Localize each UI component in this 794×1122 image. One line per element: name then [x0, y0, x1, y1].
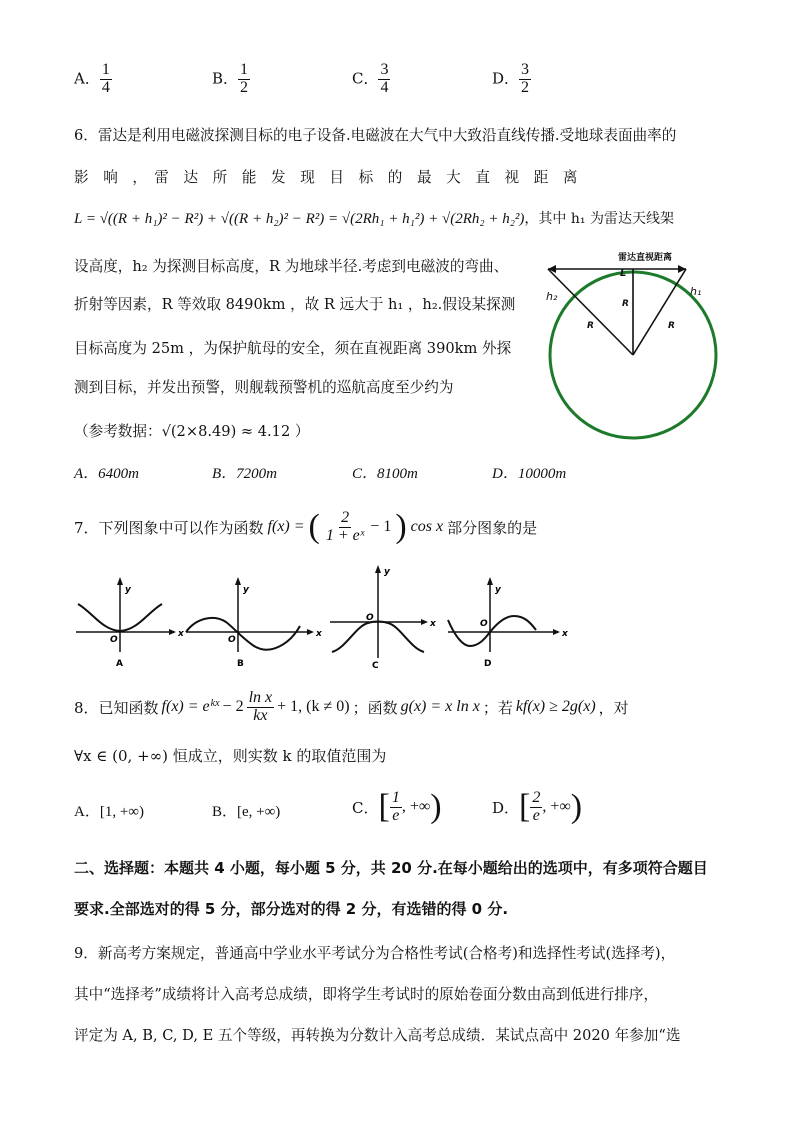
q9-line3: 评定为 A, B, C, D, E 五个等级，再转换为分数计入高考总成绩．某试点高中 2020 年参加“选: [74, 1027, 681, 1044]
x-arrow-icon: [307, 629, 314, 635]
label-R-right: R: [668, 321, 675, 331]
y-arrow-icon: [235, 577, 241, 585]
q6-line1: 6．雷达是利用电磁波探测目标的电子设备.电磁波在大气中大致沿直线传播.受地球表面曲率的: [74, 127, 677, 144]
svg-text:O: O: [228, 635, 236, 645]
svg-text:y: y: [495, 585, 501, 595]
svg-text:y: y: [384, 567, 390, 577]
svg-text:y: y: [125, 585, 131, 595]
arrow-left-icon: [548, 265, 556, 273]
q7-stem: 7．下列图象中可以作为函数 f(x) = ( $\frac{2}{\text{1 + eˣ}}$ − 1 ) cos x 部分图象的是: [74, 508, 538, 545]
q6-line3-tail: ，其中 h₁ 为雷达天线架: [524, 211, 674, 227]
svg-text:O: O: [480, 619, 488, 629]
q6-line7: 测到目标，并发出预警，则舰载预警机的巡航高度至少约为: [74, 379, 454, 396]
q7-graphs: [70, 560, 570, 675]
q6-line8: （参考数据：√(2×8.49) ≈ 4.12 ）: [74, 423, 310, 440]
q6-line5: 折射等因素，R 等效取 8490km ，故 R 远大于 h₁ ，h₂.假设某探测: [74, 296, 516, 313]
svg-text:x: x: [178, 629, 184, 639]
curve-d: [448, 616, 536, 646]
curve-b: [186, 618, 300, 650]
label-R-left: R: [587, 321, 594, 331]
paren-open: (: [308, 508, 320, 545]
q8-option-b: B．[e, +∞): [212, 804, 281, 820]
graph-b: [186, 577, 323, 669]
svg-text:O: O: [366, 613, 374, 623]
q6-formula: L = √((R + h₁)² − R²) + √((R + h₂)² − R²) = √(2Rh₁ + h₁²) + √(2Rh₂ + h₂²): [74, 211, 525, 227]
y-arrow-icon: [117, 577, 123, 585]
svg-text:x: x: [316, 629, 322, 639]
radius-right: [633, 269, 686, 355]
q8-option-c: C． [ $\frac{1}{e}$ , +∞ ): [352, 788, 442, 825]
svg-text:O: O: [110, 635, 118, 645]
graph-d: [448, 577, 569, 669]
label-h1: h₁: [690, 285, 702, 298]
svg-text:x: x: [430, 619, 436, 629]
svg-text:y: y: [243, 585, 249, 595]
q6-line4: 设高度，h₂ 为探测目标高度，R 为地球半径.考虑到电磁波的弯曲、: [74, 258, 509, 275]
q9-line1: 9．新高考方案规定，普通高中学业水平考试分为合格性考试(合格考)和选择性考试(选择考)，: [74, 945, 676, 962]
diagram-title: 雷达直视距离: [618, 253, 673, 263]
q6-option-d: D．10000m: [492, 466, 567, 482]
q8-line1: 8．已知函数 f(x) = e $^{kx}$ − 2 $\frac{\text{ln x}}{kx}$ + 1, (k ≠ 0) ；函数 g(x) = x ln x ；若 kf(x) ≥ 2g(x) ，对: [74, 689, 629, 724]
q6-option-a: A．6400m: [74, 466, 139, 482]
q7-fraction: $\frac{2}{\text{1 + eˣ}}$: [325, 508, 365, 544]
fraction: $\frac{1}{4}$: [101, 61, 110, 96]
q9-line2: 其中“选择考”成绩将计入高考总成绩，即将学生考试时的原始卷面分数由高到低进行排序，: [74, 986, 659, 1003]
fraction: $\frac{3}{4}$: [380, 61, 389, 96]
q6-formula-row: [74, 208, 674, 228]
q5-option-a: A． $\frac{1}{4}$: [74, 61, 110, 96]
q5-option-b: B． $\frac{1}{2}$: [212, 61, 249, 96]
fraction: $\frac{1}{2}$: [240, 61, 249, 96]
y-arrow-icon: [487, 577, 493, 585]
label-h2: h₂: [546, 290, 558, 303]
q6-line2: 影 响 ， 雷 达 所 能 发 现 目 标 的 最 大 直 视 距 离: [74, 169, 578, 186]
x-arrow-icon: [421, 619, 428, 625]
graph-label-b: B: [237, 659, 244, 669]
x-arrow-icon: [553, 629, 560, 635]
label-L: L: [620, 268, 627, 279]
section2-line1: 二、选择题：本题共 4 小题，每小题 5 分，共 20 分.在每小题给出的选项中，有多项符合题目: [74, 859, 708, 877]
radar-diagram: [540, 248, 730, 443]
graph-label-d: D: [484, 659, 492, 669]
paren-close: ): [395, 508, 407, 545]
q8-line2: ∀x ∈ (0, +∞) 恒成立，则实数 k 的取值范围为: [74, 747, 387, 765]
q8-option-a: A．[1, +∞): [74, 804, 144, 820]
graph-label-a: A: [116, 659, 123, 669]
section2-line2: 要求.全部选对的得 5 分，部分选对的得 2 分，有选错的得 0 分.: [74, 900, 509, 918]
x-arrow-icon: [169, 629, 176, 635]
q8-option-d: D． [ $\frac{2}{e}$ , +∞ ): [492, 788, 583, 825]
q6-option-b: B．7200m: [212, 466, 277, 482]
label-R-center: R: [622, 299, 629, 309]
q6-option-c: C．8100m: [352, 466, 418, 482]
q8-ln-fraction: $\frac{\text{ln x}}{kx}$: [248, 689, 273, 724]
svg-text:x: x: [562, 629, 568, 639]
q6-line6: 目标高度为 25m ，为保护航母的安全，须在直视距离 390km 外探: [74, 340, 512, 357]
y-arrow-icon: [375, 565, 381, 573]
q5-option-d: D． $\frac{3}{2}$: [492, 61, 530, 96]
graph-c: [330, 565, 437, 671]
graph-a: [76, 577, 185, 669]
q5-option-c: C． $\frac{3}{4}$: [352, 61, 389, 96]
fraction: $\frac{3}{2}$: [521, 61, 530, 96]
graph-label-c: C: [372, 661, 379, 671]
